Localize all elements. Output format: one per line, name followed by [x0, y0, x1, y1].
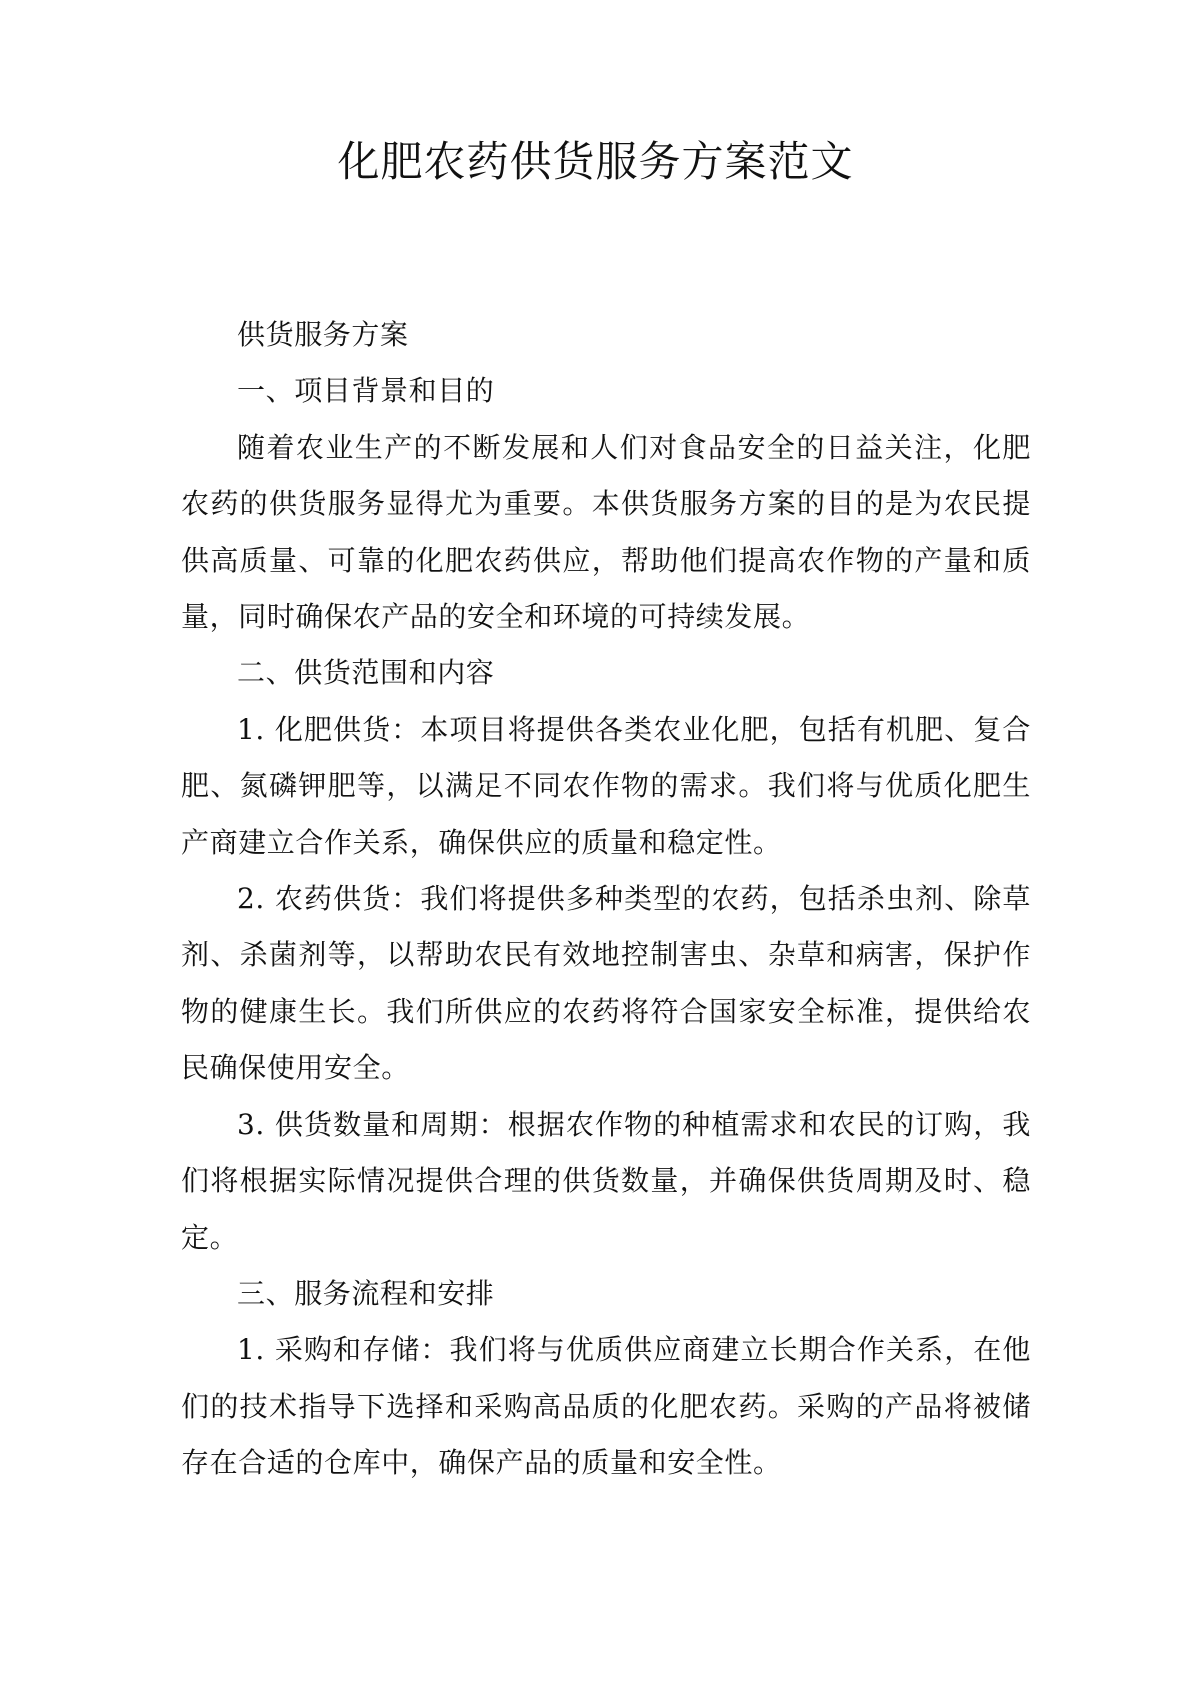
- section-heading-plan: 供货服务方案: [237, 318, 409, 351]
- paragraph-quantity-cycle: 3. 供货数量和周期：根据农作物的种植需求和农民的订购，我们将根据实际情况提供合理的供货数量，并确保供货周期及时、稳定。: [181, 1107, 1031, 1254]
- section-heading-background: 一、项目背景和目的: [237, 374, 495, 408]
- paragraph-fertilizer-supply: 1. 化肥供货：本项目将提供各类农业化肥，包括有机肥、复合肥、氮磷钾肥等，以满足不同农作物的需求。我们将与优质化肥生产商建立合作关系，确保供应的质量和稳定性。: [181, 712, 1031, 859]
- paragraph-pesticide-supply: 2. 农药供货：我们将提供多种类型的农药，包括杀虫剂、除草剂、杀菌剂等，以帮助农民有效地控制害虫、杂草和病害，保护作物的健康生长。我们所供应的农药将符合国家安全标准，提供给农民确保使用安全。: [181, 882, 1031, 1085]
- section-heading-process: 三、服务流程和安排: [237, 1276, 495, 1310]
- document-title: 化肥农药供货服务方案范文: [337, 137, 854, 186]
- paragraph-procurement-storage: 1. 采购和存储：我们将与优质供应商建立长期合作关系，在他们的技术指导下选择和采购高品质的化肥农药。采购的产品将被储存在合适的仓库中，确保产品的质量和安全性。: [181, 1333, 1031, 1480]
- document-body: [181, 307, 1031, 1492]
- paragraph-background: 随着农业生产的不断发展和人们对食品安全的日益关注，化肥农药的供货服务显得尤为重要。本供货服务方案的目的是为农民提供高质量、可靠的化肥农药供应，帮助他们提高农作物的产量和质量，同时确保农产品的安全和环境的可持续发展。: [181, 430, 1031, 634]
- section-heading-scope: 二、供货范围和内容: [237, 656, 495, 690]
